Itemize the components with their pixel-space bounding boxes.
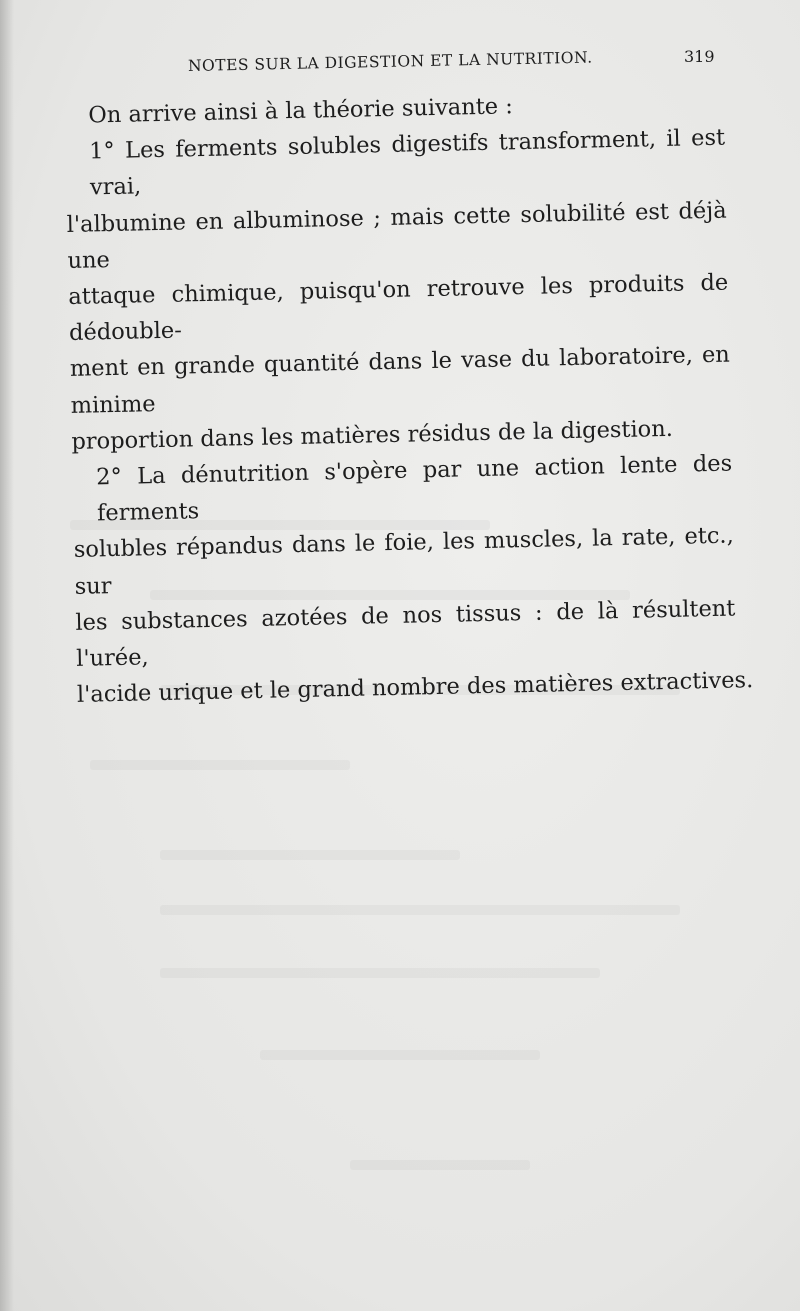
text-line: 2° La dénutrition s'opère par une action lente des ferments [96, 450, 733, 527]
text-line: les substances azotées de nos tissus : de là résultent l'urée, [75, 595, 736, 672]
page-number: 319 [684, 47, 715, 66]
text-line: l'acide urique et le grand nombre des matières extractives. [76, 667, 754, 709]
spine-shadow [0, 0, 14, 1311]
bleed-through-mark [350, 1160, 530, 1170]
bleed-through-mark [160, 905, 680, 915]
running-head: NOTES SUR LA DIGESTION ET LA NUTRITION. [187, 48, 593, 75]
text-line: On arrive ainsi à la théorie suivante : [88, 93, 514, 129]
bleed-through-mark [160, 850, 460, 860]
text-line: attaque chimique, puisqu'on retrouve les produits de dédouble- [68, 269, 729, 347]
bleed-through-mark [90, 760, 350, 770]
text-line: ment en grande quantité dans le vase du laboratoire, en minime [69, 341, 731, 419]
bleed-through-mark [260, 1050, 540, 1060]
text-line: 1° Les ferments solubles digestifs transforment, il est vrai, [88, 124, 726, 201]
body-text [64, 84, 754, 714]
bleed-through-mark [160, 968, 600, 978]
text-line: solubles répandus dans le foie, les muscles, la rate, etc., sur [73, 522, 734, 600]
text-line: proportion dans les matières résidus de la digestion. [71, 415, 674, 455]
text-line: l'albumine en albuminose ; mais cette solubilité est déjà une [66, 197, 727, 274]
